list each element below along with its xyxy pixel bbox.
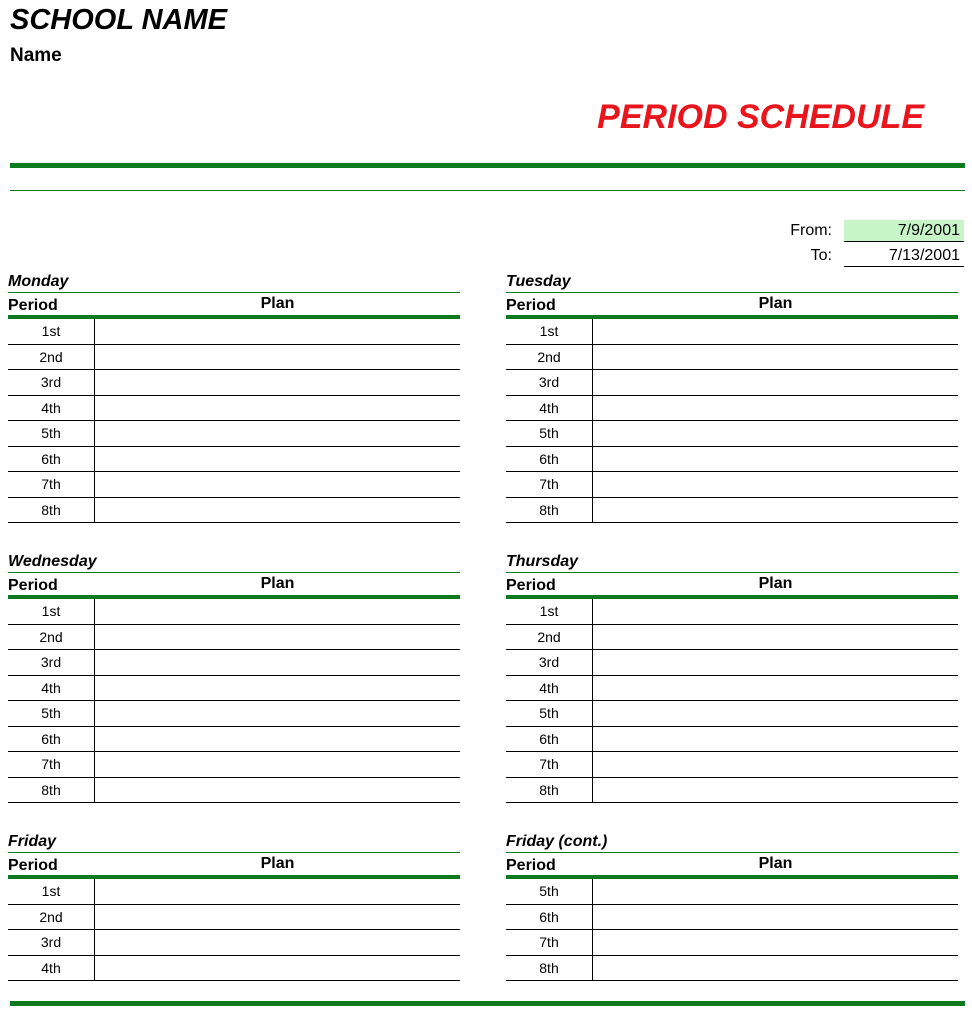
period-label: 4th — [8, 676, 95, 701]
name-label: Name — [10, 45, 62, 66]
plan-cell[interactable] — [95, 701, 460, 726]
day-block — [506, 272, 958, 523]
plan-cell[interactable] — [593, 879, 958, 904]
period-row — [8, 447, 460, 473]
day-block — [8, 552, 460, 803]
period-row — [506, 345, 958, 371]
period-label: 6th — [8, 447, 95, 472]
plan-column-header: Plan — [758, 855, 793, 872]
period-label: 3rd — [8, 370, 95, 395]
period-row — [8, 905, 460, 931]
column-header-row — [8, 293, 460, 319]
period-row — [506, 727, 958, 753]
plan-cell[interactable] — [95, 752, 460, 777]
period-label: 1st — [8, 879, 95, 904]
day-block — [506, 552, 958, 803]
period-row — [8, 956, 460, 982]
period-row — [8, 650, 460, 676]
period-label: 8th — [8, 778, 95, 803]
period-label: 4th — [8, 396, 95, 421]
day-title: Monday — [8, 272, 460, 293]
period-column-header: Period — [506, 857, 556, 874]
plan-cell[interactable] — [95, 421, 460, 446]
period-label: 3rd — [8, 930, 95, 955]
day-title: Wednesday — [8, 552, 460, 573]
period-row — [506, 956, 958, 982]
period-column-header: Period — [8, 577, 58, 594]
period-label: 5th — [8, 701, 95, 726]
plan-cell[interactable] — [95, 345, 460, 370]
period-column-header: Period — [506, 577, 556, 594]
period-label: 5th — [506, 879, 593, 904]
day-block — [506, 832, 958, 981]
school-name: SCHOOL NAME — [10, 4, 227, 36]
period-row — [506, 396, 958, 422]
bottom-rule — [10, 1001, 965, 1006]
period-label: 5th — [506, 701, 593, 726]
period-label: 2nd — [8, 905, 95, 930]
period-label: 1st — [8, 319, 95, 344]
plan-cell[interactable] — [95, 370, 460, 395]
plan-cell[interactable] — [593, 498, 958, 523]
period-label: 6th — [506, 727, 593, 752]
plan-column-header: Plan — [260, 855, 295, 872]
plan-cell[interactable] — [95, 319, 460, 344]
period-row — [8, 599, 460, 625]
period-row — [506, 447, 958, 473]
period-row — [506, 752, 958, 778]
to-label: To: — [810, 247, 832, 264]
day-block — [8, 272, 460, 523]
plan-cell[interactable] — [593, 447, 958, 472]
period-label: 2nd — [506, 625, 593, 650]
column-header-row — [8, 853, 460, 879]
period-row — [8, 752, 460, 778]
plan-cell[interactable] — [593, 396, 958, 421]
period-row — [506, 701, 958, 727]
plan-cell[interactable] — [95, 879, 460, 904]
period-label: 8th — [506, 778, 593, 803]
plan-cell[interactable] — [593, 650, 958, 675]
period-label: 2nd — [8, 625, 95, 650]
plan-cell[interactable] — [95, 472, 460, 497]
period-column-header: Period — [8, 857, 58, 874]
plan-cell[interactable] — [95, 956, 460, 981]
document-title: PERIOD SCHEDULE — [597, 98, 924, 136]
plan-cell[interactable] — [593, 956, 958, 981]
plan-cell[interactable] — [95, 676, 460, 701]
plan-column-header: Plan — [260, 575, 295, 592]
period-row — [506, 676, 958, 702]
day-title: Friday — [8, 832, 460, 853]
period-row — [8, 472, 460, 498]
period-column-header: Period — [506, 297, 556, 314]
period-label: 6th — [8, 727, 95, 752]
period-label: 8th — [506, 498, 593, 523]
period-row — [506, 625, 958, 651]
day-title: Friday (cont.) — [506, 832, 958, 853]
period-row — [8, 727, 460, 753]
period-label: 7th — [506, 930, 593, 955]
plan-cell[interactable] — [95, 930, 460, 955]
period-label: 1st — [506, 319, 593, 344]
period-label: 1st — [8, 599, 95, 624]
plan-cell[interactable] — [593, 421, 958, 446]
period-row — [8, 676, 460, 702]
period-row — [506, 930, 958, 956]
period-row — [506, 599, 958, 625]
period-label: 7th — [506, 472, 593, 497]
plan-cell[interactable] — [95, 727, 460, 752]
day-title: Tuesday — [506, 272, 958, 293]
period-row — [506, 905, 958, 931]
period-label: 2nd — [506, 345, 593, 370]
period-label: 2nd — [8, 345, 95, 370]
period-label: 3rd — [506, 650, 593, 675]
plan-cell[interactable] — [95, 650, 460, 675]
plan-cell[interactable] — [593, 599, 958, 624]
period-row — [506, 472, 958, 498]
column-header-row — [506, 853, 958, 879]
period-row — [8, 879, 460, 905]
from-date-field[interactable]: 7/9/2001 — [844, 220, 964, 242]
top-rule — [10, 163, 965, 168]
period-label: 6th — [506, 447, 593, 472]
period-label: 7th — [506, 752, 593, 777]
period-row — [506, 498, 958, 524]
period-row — [8, 370, 460, 396]
to-date-row — [772, 245, 964, 267]
plan-column-header: Plan — [758, 295, 793, 312]
period-column-header: Period — [8, 297, 58, 314]
period-row — [8, 930, 460, 956]
period-label: 1st — [506, 599, 593, 624]
plan-cell[interactable] — [95, 447, 460, 472]
period-row — [8, 625, 460, 651]
plan-cell[interactable] — [593, 625, 958, 650]
period-row — [8, 778, 460, 804]
period-row — [8, 319, 460, 345]
plan-cell[interactable] — [593, 905, 958, 930]
plan-cell[interactable] — [593, 778, 958, 803]
top-thin-rule — [10, 190, 965, 191]
plan-cell[interactable] — [95, 396, 460, 421]
plan-cell[interactable] — [593, 930, 958, 955]
column-header-row — [506, 293, 958, 319]
period-row — [506, 319, 958, 345]
plan-cell[interactable] — [95, 498, 460, 523]
period-row — [8, 701, 460, 727]
plan-cell[interactable] — [593, 701, 958, 726]
period-row — [8, 421, 460, 447]
period-row — [8, 396, 460, 422]
period-label: 8th — [8, 498, 95, 523]
plan-cell[interactable] — [593, 345, 958, 370]
period-label: 3rd — [506, 370, 593, 395]
plan-cell[interactable] — [593, 752, 958, 777]
day-block — [8, 832, 460, 981]
plan-cell[interactable] — [95, 778, 460, 803]
period-row — [506, 879, 958, 905]
to-date-field[interactable]: 7/13/2001 — [844, 245, 964, 267]
period-label: 4th — [506, 396, 593, 421]
plan-cell[interactable] — [593, 319, 958, 344]
plan-column-header: Plan — [260, 295, 295, 312]
period-row — [506, 421, 958, 447]
period-label: 5th — [506, 421, 593, 446]
plan-cell[interactable] — [593, 472, 958, 497]
from-date-row — [772, 220, 964, 242]
period-label: 4th — [8, 956, 95, 981]
period-row — [506, 650, 958, 676]
day-title: Thursday — [506, 552, 958, 573]
plan-cell[interactable] — [593, 370, 958, 395]
plan-cell[interactable] — [95, 905, 460, 930]
period-label: 6th — [506, 905, 593, 930]
plan-cell[interactable] — [593, 676, 958, 701]
period-row — [8, 345, 460, 371]
from-label: From: — [790, 222, 832, 239]
column-header-row — [506, 573, 958, 599]
plan-cell[interactable] — [593, 727, 958, 752]
period-label: 7th — [8, 752, 95, 777]
plan-cell[interactable] — [95, 625, 460, 650]
period-row — [8, 498, 460, 524]
plan-cell[interactable] — [95, 599, 460, 624]
period-label: 4th — [506, 676, 593, 701]
period-label: 5th — [8, 421, 95, 446]
period-row — [506, 370, 958, 396]
column-header-row — [8, 573, 460, 599]
period-label: 8th — [506, 956, 593, 981]
period-label: 7th — [8, 472, 95, 497]
period-row — [506, 778, 958, 804]
plan-column-header: Plan — [758, 575, 793, 592]
period-label: 3rd — [8, 650, 95, 675]
